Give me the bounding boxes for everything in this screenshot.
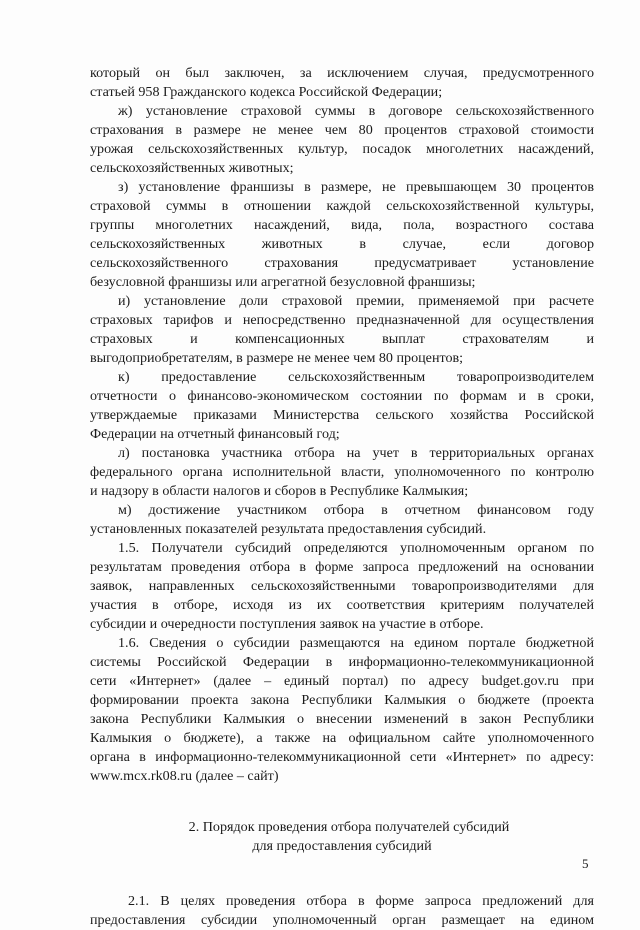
paragraph-2-1 <box>90 892 594 930</box>
page-number: 5 <box>582 856 589 871</box>
section-heading <box>90 818 594 856</box>
text-line: л) постановка участника отбора на учет в территориальных органах <box>118 445 594 461</box>
text-line: заявок, направленных сельскохозяйственными товаропроизводителями для <box>90 578 594 594</box>
text-line: результатам проведения отбора в форме запроса предложений на основании <box>90 559 594 575</box>
text-line: 1.6. Сведения о субсидии размещаются на едином портале бюджетной <box>118 635 594 651</box>
text-line: отчетности о финансово-экономическом состоянии по формам и в сроки, <box>90 388 594 404</box>
text-line: www.mcx.rk08.ru (далее – сайт) <box>90 768 279 784</box>
text-line: сельскохозяйственных животных; <box>90 160 294 176</box>
text-line: страховой суммы в отношении каждой сельскохозяйственной культуры, <box>90 198 594 214</box>
text-line: который он был заключен, за исключением случая, предусмотренного <box>90 65 594 81</box>
document-body <box>90 64 594 930</box>
text-line: предоставления субсидии уполномоченный орган размещает на едином <box>90 912 594 928</box>
text-line: 2.1. В целях проведения отбора в форме запроса предложений для <box>128 893 594 909</box>
paragraph-item-z <box>90 178 594 292</box>
text-line: з) установление франшизы в размере, не превышающем 30 процентов <box>118 179 594 195</box>
text-line: формировании проекта закона Республики Калмыкия о бюджете (проекта <box>90 692 594 708</box>
paragraph-item-m <box>90 501 594 539</box>
text-line: органа в информационно-телекоммуникационной сети «Интернет» по адресу: <box>90 749 594 765</box>
paragraph-item-i <box>90 292 594 368</box>
text-line: группы многолетних насаждений, вида, пола, возрастного состава <box>90 217 594 233</box>
text-line: выгодоприобретателям, в размере не менее чем 80 процентов; <box>90 350 464 366</box>
text-line: страховых тарифов и непосредственно предназначенной для осуществления <box>90 312 594 328</box>
section-heading-line: 2. Порядок проведения отбора получателей субсидий <box>188 819 510 835</box>
text-line: утверждаемые приказами Министерства сельского хозяйства Российской <box>90 407 594 423</box>
text-line: урожая сельскохозяйственных культур, посадок многолетних насаждений, <box>90 141 594 157</box>
text-line: ж) установление страховой суммы в договоре сельскохозяйственного <box>118 103 594 119</box>
paragraph-item-k <box>90 368 594 444</box>
paragraph-item-zh <box>90 102 594 178</box>
text-line: 1.5. Получатели субсидий определяются уполномоченным органом по <box>118 540 594 556</box>
text-line: и надзору в области налогов и сборов в Республике Калмыкия; <box>90 483 469 499</box>
text-line: сельскохозяйственного страхования предусматривает установление <box>90 255 594 271</box>
text-line: безусловной франшизы или агрегатной безусловной франшизы; <box>90 274 476 290</box>
paragraph-1-5 <box>90 539 594 634</box>
text-line: Федерации на отчетный финансовый год; <box>90 426 340 442</box>
text-line: участия в отборе, исходя из их соответствия критериям получателей <box>90 597 594 613</box>
paragraph-continuation <box>90 64 594 102</box>
text-line: системы Российской Федерации в информационно-телекоммуникационной <box>90 654 594 670</box>
text-line: установленных показателей результата предоставления субсидий. <box>90 521 487 537</box>
text-line: статьей 958 Гражданского кодекса Российской Федерации; <box>90 84 443 100</box>
paragraph-item-l <box>90 444 594 501</box>
paragraph-1-6 <box>90 634 594 786</box>
text-line: субсидии и очередности поступления заявок на участие в отборе. <box>90 616 484 632</box>
text-line: закона Республики Калмыкия о внесении изменений в закон Республики <box>90 711 594 727</box>
text-line: сельскохозяйственных животных в случае, если договор <box>90 236 594 252</box>
text-line: и) установление доли страховой премии, применяемой при расчете <box>118 293 594 309</box>
text-line: к) предоставление сельскохозяйственным товаропроизводителем <box>118 369 594 385</box>
text-line: м) достижение участником отбора в отчетном финансовом году <box>118 502 594 518</box>
text-line: страхования в размере не менее чем 80 процентов страховой стоимости <box>90 122 594 138</box>
text-line: федерального органа исполнительной власти, уполномоченного по контролю <box>90 464 594 480</box>
text-line: сети «Интернет» (далее – единый портал) по адресу budget.gov.ru при <box>90 673 594 689</box>
section-heading-line: для предоставления субсидий <box>252 838 432 854</box>
text-line: страховых и компенсационных выплат страхователям и <box>90 331 594 347</box>
text-line: Калмыкия о бюджете), а также на официальном сайте уполномоченного <box>90 730 594 746</box>
